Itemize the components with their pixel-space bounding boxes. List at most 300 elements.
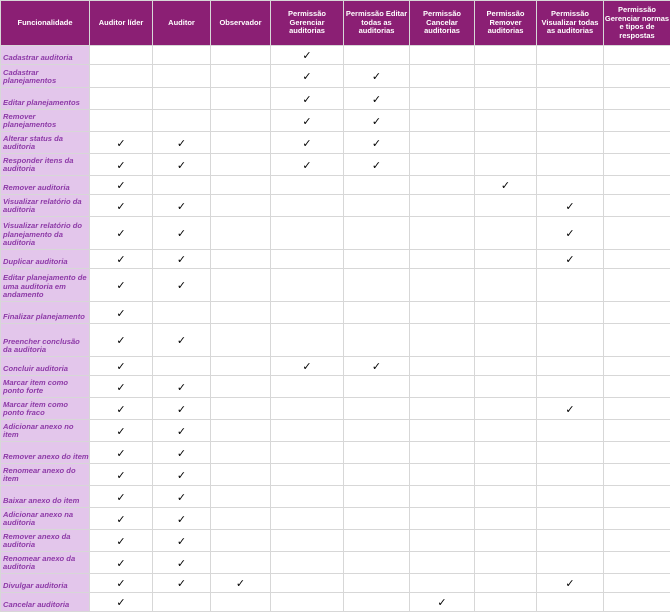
permission-cell (604, 110, 670, 132)
permission-cell (604, 132, 670, 154)
check-icon: ✓ (372, 70, 381, 83)
table-row (1, 46, 670, 65)
permission-cell (475, 217, 537, 250)
permission-cell (211, 508, 271, 530)
check-icon: ✓ (177, 253, 186, 266)
check-icon: ✓ (177, 137, 186, 150)
permission-cell (271, 195, 344, 217)
table-row (1, 154, 670, 176)
check-icon: ✓ (177, 334, 186, 347)
header-row (1, 1, 670, 46)
permission-cell (604, 530, 670, 552)
check-icon: ✓ (116, 557, 125, 570)
check-icon: ✓ (565, 577, 574, 590)
permission-cell (153, 552, 211, 574)
feature-label: Renomear anexo da auditoria (1, 552, 90, 574)
check-icon: ✓ (116, 334, 125, 347)
check-icon: ✓ (565, 200, 574, 213)
permission-cell (410, 65, 475, 88)
permission-cell (604, 420, 670, 442)
table-row (1, 464, 670, 486)
check-icon: ✓ (372, 93, 381, 106)
permission-cell (344, 376, 410, 398)
permission-cell (475, 110, 537, 132)
permission-cell (410, 593, 475, 612)
permission-cell (271, 46, 344, 65)
permission-cell (271, 110, 344, 132)
table-row (1, 176, 670, 195)
permission-cell (410, 46, 475, 65)
header-cell: Auditor (153, 1, 211, 46)
permission-cell (211, 420, 271, 442)
permission-cell (344, 530, 410, 552)
permission-cell (604, 302, 670, 324)
permission-cell (344, 593, 410, 612)
permission-cell (271, 593, 344, 612)
permission-cell (410, 530, 475, 552)
permission-cell (410, 552, 475, 574)
permission-cell (604, 593, 670, 612)
permission-cell (475, 530, 537, 552)
feature-label: Remover auditoria (1, 176, 90, 195)
permission-cell (475, 593, 537, 612)
feature-label: Editar planejamento de uma auditoria em andamento (1, 269, 90, 302)
permission-cell (344, 442, 410, 464)
permission-cell (344, 574, 410, 593)
permission-cell (90, 552, 153, 574)
permission-cell (211, 88, 271, 110)
permission-cell (537, 530, 604, 552)
permission-cell (153, 574, 211, 593)
permission-cell (475, 376, 537, 398)
permission-cell (271, 132, 344, 154)
permission-cell (475, 442, 537, 464)
permission-cell (90, 324, 153, 357)
feature-label: Remover anexo do item (1, 442, 90, 464)
check-icon: ✓ (302, 70, 311, 83)
table-row (1, 357, 670, 376)
permission-cell (604, 376, 670, 398)
permission-cell (90, 65, 153, 88)
permission-cell (271, 324, 344, 357)
permission-cell (271, 154, 344, 176)
check-icon: ✓ (116, 491, 125, 504)
permission-cell (604, 357, 670, 376)
permission-cell (344, 464, 410, 486)
permission-cell (475, 88, 537, 110)
permission-cell (271, 176, 344, 195)
check-icon: ✓ (116, 596, 125, 609)
check-icon: ✓ (116, 535, 125, 548)
feature-label: Baixar anexo do item (1, 486, 90, 508)
feature-label: Visualizar relatório do planejamento da auditoria (1, 217, 90, 250)
check-icon: ✓ (116, 307, 125, 320)
check-icon: ✓ (177, 577, 186, 590)
permission-cell (475, 250, 537, 269)
table-row (1, 250, 670, 269)
permission-cell (90, 574, 153, 593)
permission-cell (153, 508, 211, 530)
permission-cell (153, 176, 211, 195)
permission-cell (475, 357, 537, 376)
permission-cell (410, 486, 475, 508)
permission-cell (344, 269, 410, 302)
permission-cell (153, 357, 211, 376)
permission-cell (410, 324, 475, 357)
permission-cell (537, 376, 604, 398)
check-icon: ✓ (565, 253, 574, 266)
permission-cell (604, 88, 670, 110)
table-row (1, 302, 670, 324)
permission-cell (153, 132, 211, 154)
check-icon: ✓ (177, 469, 186, 482)
permission-cell (344, 176, 410, 195)
check-icon: ✓ (177, 535, 186, 548)
permission-cell (537, 65, 604, 88)
permission-cell (410, 154, 475, 176)
check-icon: ✓ (177, 491, 186, 504)
table-body (1, 46, 670, 612)
permission-cell (90, 420, 153, 442)
feature-label: Visualizar relatório da auditoria (1, 195, 90, 217)
table-row (1, 110, 670, 132)
table-row (1, 217, 670, 250)
permission-cell (475, 464, 537, 486)
check-icon: ✓ (177, 513, 186, 526)
permission-cell (271, 269, 344, 302)
permission-cell (90, 154, 153, 176)
permission-cell (410, 376, 475, 398)
permission-cell (271, 486, 344, 508)
check-icon: ✓ (372, 360, 381, 373)
permission-cell (410, 176, 475, 195)
table-row (1, 195, 670, 217)
table-row (1, 132, 670, 154)
permission-cell (211, 46, 271, 65)
table-row (1, 593, 670, 612)
permission-cell (271, 574, 344, 593)
permission-cell (604, 195, 670, 217)
permission-cell (271, 442, 344, 464)
permission-cell (475, 65, 537, 88)
feature-label: Alterar status da auditoria (1, 132, 90, 154)
check-icon: ✓ (116, 513, 125, 526)
permission-cell (344, 324, 410, 357)
permission-cell (410, 442, 475, 464)
permission-cell (537, 88, 604, 110)
permission-cell (537, 176, 604, 195)
permission-cell (153, 302, 211, 324)
header-cell: Permissão Visualizar todas as auditorias (537, 1, 604, 46)
permission-cell (211, 442, 271, 464)
permission-cell (153, 464, 211, 486)
check-icon: ✓ (565, 227, 574, 240)
check-icon: ✓ (116, 577, 125, 590)
permission-cell (410, 250, 475, 269)
table-row (1, 398, 670, 420)
permission-cell (410, 88, 475, 110)
permission-cell (604, 324, 670, 357)
permission-cell (211, 398, 271, 420)
header-cell: Auditor líder (90, 1, 153, 46)
permission-cell (153, 65, 211, 88)
feature-label: Cadastrar auditoria (1, 46, 90, 65)
feature-label: Concluir auditoria (1, 357, 90, 376)
permission-cell (604, 46, 670, 65)
table-row (1, 65, 670, 88)
permission-cell (410, 508, 475, 530)
permission-cell (153, 250, 211, 269)
permission-cell (153, 593, 211, 612)
check-icon: ✓ (177, 279, 186, 292)
permission-cell (90, 508, 153, 530)
permission-cell (271, 530, 344, 552)
permission-cell (153, 530, 211, 552)
permission-cell (153, 324, 211, 357)
permission-cell (271, 552, 344, 574)
header-cell: Permissão Cancelar auditorias (410, 1, 475, 46)
permission-cell (211, 552, 271, 574)
permission-cell (344, 552, 410, 574)
permission-cell (153, 154, 211, 176)
permission-cell (344, 217, 410, 250)
permission-cell (211, 574, 271, 593)
permission-cell (410, 357, 475, 376)
feature-label: Adicionar anexo na auditoria (1, 508, 90, 530)
permission-cell (344, 486, 410, 508)
permission-cell (153, 486, 211, 508)
permission-cell (153, 420, 211, 442)
permission-cell (211, 176, 271, 195)
table-row (1, 88, 670, 110)
permission-cell (271, 65, 344, 88)
permission-cell (537, 217, 604, 250)
permission-cell (90, 195, 153, 217)
header-cell: Permissão Remover auditorias (475, 1, 537, 46)
table-row (1, 530, 670, 552)
permission-cell (153, 46, 211, 65)
permission-cell (475, 324, 537, 357)
check-icon: ✓ (116, 360, 125, 373)
feature-label: Cadastrar planejamentos (1, 65, 90, 88)
check-icon: ✓ (116, 227, 125, 240)
check-icon: ✓ (501, 179, 510, 192)
permission-cell (153, 88, 211, 110)
permission-cell (410, 110, 475, 132)
permission-cell (211, 302, 271, 324)
permission-cell (537, 250, 604, 269)
permission-cell (271, 217, 344, 250)
check-icon: ✓ (302, 159, 311, 172)
permission-cell (90, 398, 153, 420)
table-row (1, 552, 670, 574)
permission-cell (344, 154, 410, 176)
table-row (1, 486, 670, 508)
permission-cell (604, 508, 670, 530)
permission-cell (475, 302, 537, 324)
check-icon: ✓ (116, 179, 125, 192)
check-icon: ✓ (177, 403, 186, 416)
feature-label: Preencher conclusão da auditoria (1, 324, 90, 357)
permission-cell (271, 357, 344, 376)
permission-cell (90, 132, 153, 154)
permission-cell (344, 357, 410, 376)
header-cell: Permissão Gerenciar normas e tipos de respostas (604, 1, 670, 46)
permission-cell (537, 442, 604, 464)
check-icon: ✓ (177, 381, 186, 394)
header-cell: Funcionalidade (1, 1, 90, 46)
permission-cell (410, 132, 475, 154)
permission-cell (211, 593, 271, 612)
check-icon: ✓ (116, 253, 125, 266)
permission-cell (90, 530, 153, 552)
permission-cell (90, 250, 153, 269)
permission-cell (271, 88, 344, 110)
permission-cell (537, 132, 604, 154)
permission-cell (211, 154, 271, 176)
check-icon: ✓ (116, 200, 125, 213)
permission-cell (537, 574, 604, 593)
permission-cell (604, 442, 670, 464)
permission-cell (475, 269, 537, 302)
permission-cell (211, 250, 271, 269)
permission-cell (604, 250, 670, 269)
permission-cell (475, 176, 537, 195)
permission-cell (475, 552, 537, 574)
permission-cell (604, 154, 670, 176)
permission-cell (604, 486, 670, 508)
permission-cell (153, 195, 211, 217)
table-row (1, 324, 670, 357)
permission-cell (211, 376, 271, 398)
permission-cell (90, 464, 153, 486)
permission-cell (475, 420, 537, 442)
permission-cell (410, 269, 475, 302)
feature-label: Cancelar auditoria (1, 593, 90, 612)
check-icon: ✓ (177, 200, 186, 213)
check-icon: ✓ (116, 279, 125, 292)
permission-cell (90, 593, 153, 612)
permission-cell (537, 195, 604, 217)
check-icon: ✓ (372, 115, 381, 128)
permission-cell (344, 65, 410, 88)
permission-cell (537, 154, 604, 176)
table-row (1, 442, 670, 464)
permission-cell (344, 46, 410, 65)
check-icon: ✓ (372, 137, 381, 150)
permission-cell (604, 398, 670, 420)
permission-cell (211, 132, 271, 154)
permission-cell (410, 195, 475, 217)
check-icon: ✓ (177, 557, 186, 570)
permission-cell (211, 195, 271, 217)
permission-cell (211, 464, 271, 486)
check-icon: ✓ (302, 93, 311, 106)
permission-cell (537, 420, 604, 442)
check-icon: ✓ (302, 115, 311, 128)
check-icon: ✓ (177, 159, 186, 172)
permission-cell (344, 250, 410, 269)
permission-cell (537, 486, 604, 508)
permission-cell (153, 269, 211, 302)
permission-cell (537, 398, 604, 420)
permission-cell (410, 464, 475, 486)
permission-cell (410, 302, 475, 324)
feature-label: Remover planejamentos (1, 110, 90, 132)
feature-label: Renomear anexo do item (1, 464, 90, 486)
permission-cell (344, 302, 410, 324)
permission-cell (211, 217, 271, 250)
permission-cell (604, 65, 670, 88)
permission-cell (90, 217, 153, 250)
check-icon: ✓ (177, 447, 186, 460)
feature-label: Marcar item como ponto forte (1, 376, 90, 398)
permission-cell (90, 88, 153, 110)
table-row (1, 420, 670, 442)
check-icon: ✓ (116, 403, 125, 416)
permission-cell (344, 420, 410, 442)
permission-cell (410, 574, 475, 593)
permission-cell (90, 442, 153, 464)
permission-cell (475, 486, 537, 508)
table-row (1, 269, 670, 302)
permission-cell (90, 302, 153, 324)
permission-cell (537, 357, 604, 376)
check-icon: ✓ (116, 425, 125, 438)
permission-cell (537, 552, 604, 574)
feature-label: Responder itens da auditoria (1, 154, 90, 176)
permission-cell (537, 324, 604, 357)
permission-cell (537, 464, 604, 486)
permission-cell (410, 398, 475, 420)
feature-label: Duplicar auditoria (1, 250, 90, 269)
permission-cell (90, 269, 153, 302)
check-icon: ✓ (565, 403, 574, 416)
permission-cell (475, 132, 537, 154)
check-icon: ✓ (116, 469, 125, 482)
permission-cell (475, 574, 537, 593)
permission-cell (90, 176, 153, 195)
permission-cell (211, 324, 271, 357)
permission-cell (604, 574, 670, 593)
check-icon: ✓ (437, 596, 446, 609)
table-row (1, 376, 670, 398)
check-icon: ✓ (116, 137, 125, 150)
feature-label: Remover anexo da auditoria (1, 530, 90, 552)
feature-label: Finalizar planejamento (1, 302, 90, 324)
permission-cell (344, 508, 410, 530)
check-icon: ✓ (302, 137, 311, 150)
permission-cell (90, 46, 153, 65)
permission-cell (537, 110, 604, 132)
permission-cell (537, 269, 604, 302)
header-cell: Permissão Gerenciar auditorias (271, 1, 344, 46)
table-row (1, 508, 670, 530)
permission-cell (153, 398, 211, 420)
permission-cell (211, 357, 271, 376)
feature-label: Marcar item como ponto fraco (1, 398, 90, 420)
permission-cell (271, 464, 344, 486)
permission-cell (344, 110, 410, 132)
permission-cell (537, 302, 604, 324)
permission-cell (537, 46, 604, 65)
permission-cell (344, 88, 410, 110)
feature-label: Editar planejamentos (1, 88, 90, 110)
check-icon: ✓ (177, 227, 186, 240)
check-icon: ✓ (116, 381, 125, 394)
permission-cell (271, 508, 344, 530)
permission-cell (211, 269, 271, 302)
